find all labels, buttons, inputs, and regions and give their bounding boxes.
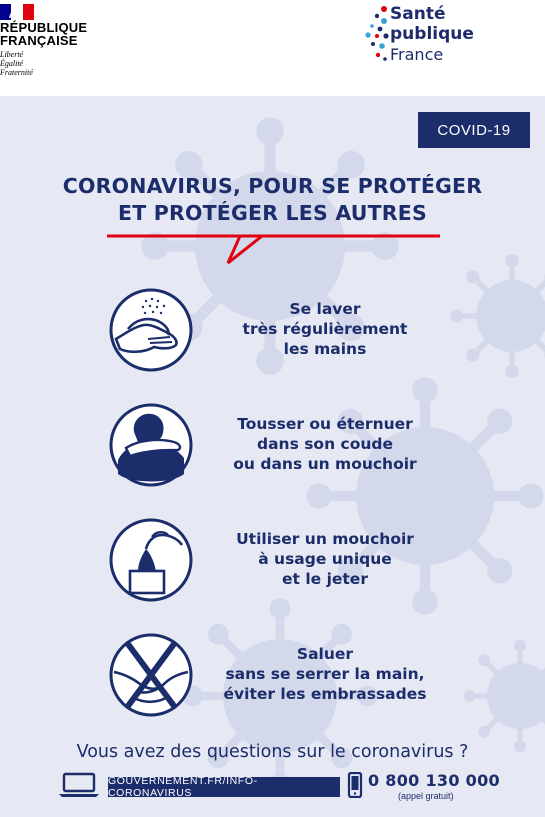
marianne-flag-icon bbox=[0, 4, 34, 20]
rf-name-line1: RÉPUBLIQUE bbox=[0, 20, 88, 35]
gesture-handshake-line3: éviter les embrassades bbox=[223, 685, 427, 703]
gesture-tissue-line1: Utiliser un mouchoir bbox=[236, 530, 414, 548]
spf-line1: Santé bbox=[390, 4, 446, 24]
spf-line3: France bbox=[390, 45, 444, 64]
gesture-tissue-line3: et le jeter bbox=[282, 570, 368, 588]
handwashing-icon bbox=[108, 287, 194, 373]
gesture-handshake-line2: sans se serrer la main, bbox=[225, 665, 425, 683]
sante-publique-france-logo bbox=[364, 2, 524, 74]
gesture-handwashing bbox=[0, 287, 545, 383]
gesture-handshake-line1: Saluer bbox=[296, 645, 354, 663]
laptop-icon bbox=[58, 772, 100, 798]
info-coronavirus-link[interactable]: GOUVERNEMENT.FR/INFO-CORONAVIRUS bbox=[108, 777, 340, 797]
poster-body bbox=[0, 96, 545, 817]
footer-question: Vous avez des questions sur le coronavirus ? bbox=[76, 742, 469, 762]
no-handshake-icon bbox=[108, 632, 194, 718]
gesture-handwashing-line3: les mains bbox=[283, 340, 367, 358]
phone-icon bbox=[347, 772, 363, 798]
gesture-cough-line3: ou dans un mouchoir bbox=[233, 455, 417, 473]
gesture-cough-line2: dans son coude bbox=[257, 435, 393, 453]
spf-line2: publique bbox=[390, 24, 474, 44]
gesture-tissue bbox=[0, 517, 545, 613]
title-line2: ET PROTÉGER LES AUTRES bbox=[118, 201, 427, 225]
speech-bubble-underline-icon bbox=[0, 96, 545, 276]
header bbox=[0, 0, 545, 96]
rf-motto-liberte: Liberté bbox=[0, 50, 24, 59]
tissue-box-icon bbox=[108, 517, 194, 603]
phone-note: (appel gratuit) bbox=[398, 791, 454, 801]
rf-motto-fraternite: Fraternité bbox=[0, 68, 33, 77]
rf-name-line2: FRANÇAISE bbox=[0, 33, 78, 48]
gesture-no-handshake bbox=[0, 632, 545, 728]
gesture-cough-elbow bbox=[0, 402, 545, 498]
gesture-tissue-line2: à usage unique bbox=[258, 550, 392, 568]
cough-elbow-icon bbox=[108, 402, 194, 488]
republique-francaise-logo bbox=[0, 0, 110, 96]
rf-motto-egalite: Égalité bbox=[0, 59, 24, 68]
phone-number[interactable]: 0 800 130 000 bbox=[368, 771, 500, 790]
title-line1: CORONAVIRUS, POUR SE PROTÉGER bbox=[62, 174, 483, 198]
gesture-handwashing-line2: très régulièrement bbox=[242, 320, 408, 338]
gesture-cough-line1: Tousser ou éternuer bbox=[237, 415, 413, 433]
covid-badge: COVID-19 bbox=[418, 112, 530, 148]
gesture-handwashing-line1: Se laver bbox=[289, 300, 361, 318]
